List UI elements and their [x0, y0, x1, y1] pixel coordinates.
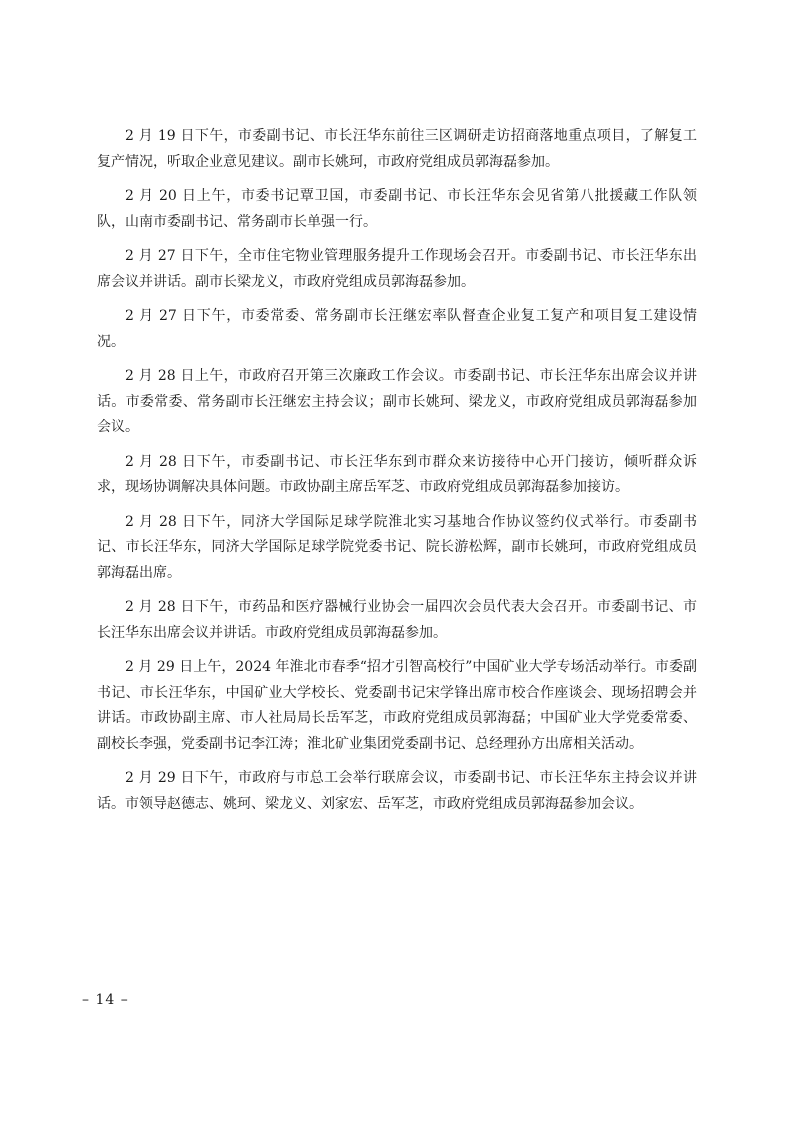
paragraph: 2 月 27 日下午，市委常委、常务副市长汪继宏率队督查企业复工复产和项目复工建设情况。 [97, 308, 697, 350]
paragraph: 2 月 28 日下午，同济大学国际足球学院淮北实习基地合作协议签约仪式举行。市委副书记、市长汪华东，同济大学国际足球学院党委书记、院长游松辉，副市长姚珂，市政府党组成员郭海磊出席。 [97, 513, 697, 581]
paragraph: 2 月 27 日下午，全市住宅物业管理服务提升工作现场会召开。市委副书记、市长汪华东出席会议并讲话。副市长梁龙义，市政府党组成员郭海磊参加。 [97, 248, 697, 290]
paragraph: 2 月 19 日下午，市委副书记、市长汪华东前往三区调研走访招商落地重点项目，了解复工复产情况，听取企业意见建议。副市长姚珂，市政府党组成员郭海磊参加。 [97, 128, 697, 170]
paragraph: 2 月 29 日下午，市政府与市总工会举行联席会议，市委副书记、市长汪华东主持会议并讲话。市领导赵德志、姚珂、梁龙义、刘家宏、岳军芝，市政府党组成员郭海磊参加会议。 [97, 770, 697, 812]
paragraph: 2 月 28 日下午，市药品和医疗器械行业协会一届四次会员代表大会召开。市委副书记、市长汪华东出席会议并讲话。市政府党组成员郭海磊参加。 [97, 599, 697, 641]
body-text [97, 124, 697, 826]
page-number: – 14 – [82, 992, 129, 1008]
paragraph: 2 月 28 日下午，市委副书记、市长汪华东到市群众来访接待中心开门接访，倾听群众诉求，现场协调解决具体问题。市政协副主席岳军芝、市政府党组成员郭海磊参加接访。 [97, 453, 697, 495]
paragraph: 2 月 28 日上午，市政府召开第三次廉政工作会议。市委副书记、市长汪华东出席会议并讲话。市委常委、常务副市长汪继宏主持会议；副市长姚珂、梁龙义，市政府党组成员郭海磊参加会议。 [97, 368, 697, 435]
paragraph: 2 月 20 日上午，市委书记覃卫国，市委副书记、市长汪华东会见省第八批援藏工作队领队，山南市委副书记、常务副市长单强一行。 [97, 188, 697, 230]
paragraph: 2 月 29 日上午，2024 年淮北市春季“招才引智高校行”中国矿业大学专场活动举行。市委副书记、市长汪华东，中国矿业大学校长、党委副书记宋学锋出席市校合作座谈会、现场招聘会并讲话。市政协副主席、市人社局局长岳军芝，市政府党组成员郭海磊；中国矿业大学党委常委、副校长李强，党委副书记李江涛；淮北矿业集团党委副书记、总经理孙方出席相关活动。 [97, 659, 697, 752]
